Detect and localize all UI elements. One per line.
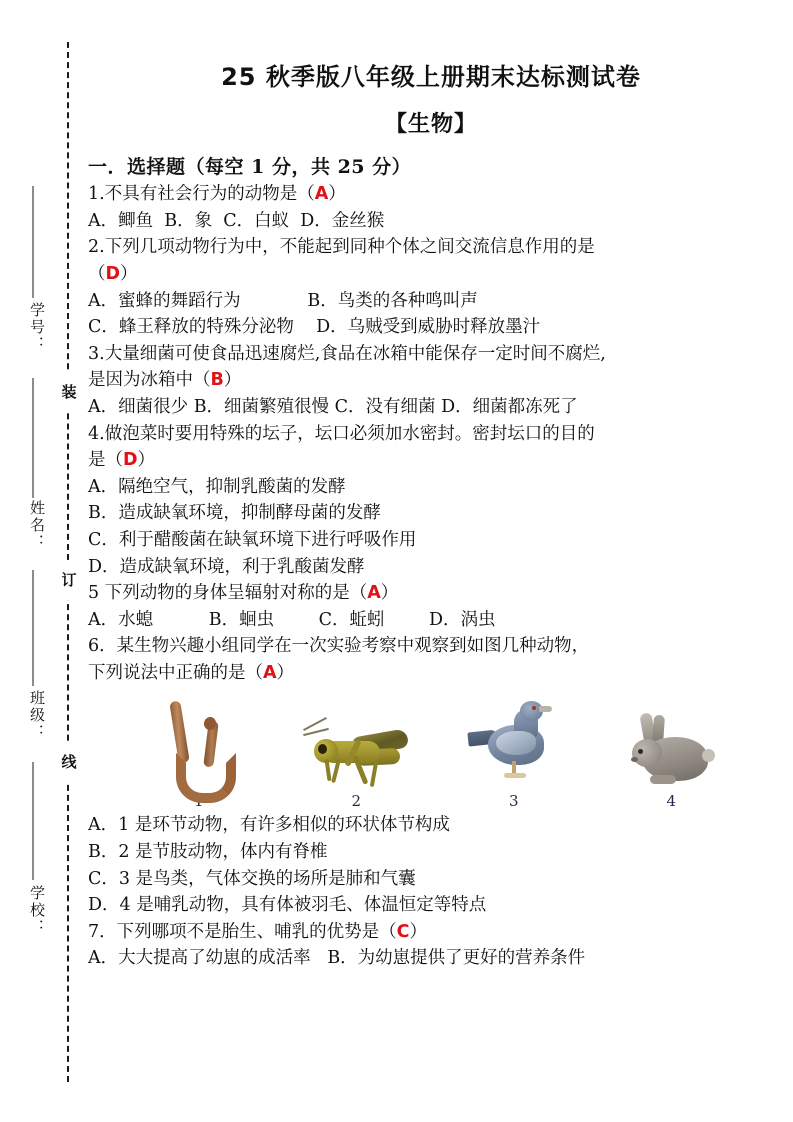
- q7-answer: C: [396, 921, 410, 942]
- figure-label-4: 4: [666, 792, 677, 811]
- earthworm-icon: [139, 695, 259, 791]
- question-stem-7: [88, 919, 776, 946]
- binding-char-xian: 线: [58, 742, 80, 782]
- q4-answer: D: [123, 450, 138, 471]
- q4-option-c: C．利于醋酸菌在缺氧环境下进行呼吸作用: [88, 529, 417, 550]
- field-class: 班级：: [28, 690, 46, 741]
- question-stem-6: 6．某生物兴趣小组同学在一次实验考察中观察到如图几种动物，: [88, 636, 590, 657]
- figure-label-2: 2: [351, 792, 362, 811]
- margin-rule-3: [32, 570, 34, 686]
- question-6-figure: [86, 692, 776, 810]
- grasshopper-icon: [296, 695, 416, 791]
- figure-item-4: [611, 695, 731, 810]
- binding-char-ding: 订: [58, 560, 80, 600]
- q6-option-d: D．4 是哺乳动物，具有体被羽毛、体温恒定等特点: [88, 895, 487, 916]
- q4-stem-close: ）: [137, 450, 156, 471]
- q4-option-b: B．造成缺氧环境，抑制酵母菌的发酵: [88, 503, 381, 524]
- q2-stem-close: ）: [120, 263, 138, 284]
- q5-stem-text: 5 下列动物的身体呈辐射对称的是（: [88, 583, 368, 604]
- q3-answer: B: [210, 370, 224, 391]
- binding-margin: [0, 0, 80, 1122]
- q6-answer-line: [88, 660, 776, 687]
- exam-sheet: [86, 0, 776, 1122]
- q3-options: A．细菌很少 B．细菌繁殖很慢 C．没有细菌 D．细菌都冻死了: [88, 396, 578, 417]
- q3-stem-open: 是因为冰箱中（: [88, 370, 211, 391]
- q4-answer-line: [88, 447, 776, 474]
- field-school: 学校：: [28, 885, 46, 936]
- field-name: 姓名：: [28, 500, 46, 551]
- q5-answer: A: [367, 583, 381, 604]
- q3-stem-close: ）: [223, 370, 242, 391]
- page-title: 25 秋季版八年级上册期末达标测试卷: [221, 63, 641, 91]
- q7-options: A．大大提高了幼崽的成活率 B．为幼崽提供了更好的营养条件: [88, 948, 586, 969]
- q3-answer-line: [88, 367, 776, 394]
- q1-options: A．鲫鱼 B．象 C．白蚁 D．金丝猴: [88, 210, 385, 231]
- figure-item-2: [296, 695, 416, 810]
- question-stem-3: 3.大量细菌可使食品迅速腐烂,食品在冰箱中能保存一定时间不腐烂,: [88, 343, 606, 364]
- q6-option-a: A．1 是环节动物，有许多相似的环状体节构成: [88, 815, 450, 836]
- figure-item-3: [454, 695, 574, 810]
- pigeon-icon: [454, 695, 574, 791]
- q4-option-d: D．造成缺氧环境，利于乳酸菌发酵: [88, 556, 365, 577]
- figure-item-1: [139, 695, 259, 810]
- q2-answer-line: [88, 261, 776, 288]
- field-student-number: 学号：: [28, 302, 46, 353]
- question-stem-2: 2.下列几项动物行为中，不能起到同种个体之间交流信息作用的是: [88, 237, 595, 258]
- section-heading: 一．选择题（每空 1 分，共 25 分）: [88, 156, 412, 179]
- q4-option-a: A．隔绝空气，抑制乳酸菌的发酵: [88, 476, 346, 497]
- q2-options-ab: A．蜜蜂的舞蹈行为 B．鸟类的各种鸣叫声: [88, 290, 478, 311]
- q6-stem-close: ）: [276, 662, 295, 683]
- q2-answer: D: [105, 263, 121, 284]
- q1-stem-text: 1.不具有社会行为的动物是（: [88, 184, 315, 205]
- rabbit-icon: [611, 695, 731, 791]
- binding-char-zhuang: 装: [58, 372, 80, 412]
- q6-answer: A: [263, 662, 277, 683]
- q6-option-b: B．2 是节肢动物，体内有脊椎: [88, 842, 328, 863]
- margin-rule-1: [32, 186, 34, 298]
- margin-rule-4: [32, 762, 34, 880]
- q6-option-c: C．3 是鸟类，气体交换的场所是肺和气囊: [88, 868, 416, 889]
- question-stem-1: [88, 181, 776, 208]
- question-stem-4: 4.做泡菜时要用特殊的坛子，坛口必须加水密封。密封坛口的目的: [88, 423, 595, 444]
- q2-stem-open: （: [88, 263, 106, 284]
- q5-options: A．水螅 B．蛔虫 C．蚯蚓 D．涡虫: [88, 609, 496, 630]
- q7-stem-close: ）: [409, 921, 427, 942]
- q1-stem-close: ）: [328, 184, 346, 205]
- q5-stem-close: ）: [380, 583, 399, 604]
- margin-rule-2: [32, 378, 34, 498]
- q7-stem-text: 7．下列哪项不是胎生、哺乳的优势是（: [88, 921, 397, 942]
- q4-stem-open: 是（: [88, 450, 123, 471]
- q2-options-cd: C．蜂王释放的特殊分泌物 D．乌贼受到威胁时释放墨汁: [88, 317, 541, 338]
- figure-label-3: 3: [508, 792, 519, 811]
- figure-label-1: 1: [193, 792, 204, 811]
- question-stem-5: [88, 580, 776, 607]
- q1-answer: A: [314, 184, 329, 205]
- subject-title: 【生物】: [384, 111, 477, 138]
- q6-stem-open: 下列说法中正确的是（: [88, 662, 263, 683]
